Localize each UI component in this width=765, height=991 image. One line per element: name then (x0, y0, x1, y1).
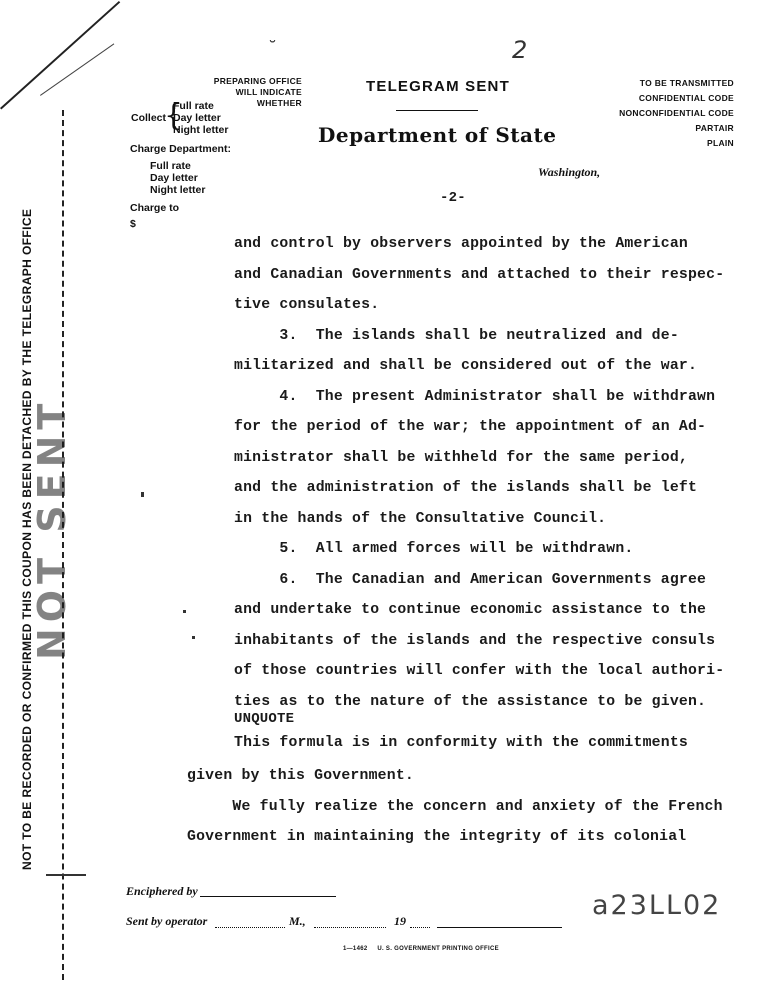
city-label: Washington, (538, 165, 601, 179)
year-line (410, 927, 430, 928)
transmit-option: NONCONFIDENTIAL CODE (619, 108, 734, 118)
telegram-body (234, 236, 744, 765)
charge-to-label: Charge to (130, 202, 180, 214)
stray-mark (183, 610, 186, 613)
handwritten-code: a23LL02 (592, 890, 722, 921)
body-line: tive consulates. (234, 297, 380, 313)
transmit-option: CONFIDENTIAL CODE (638, 93, 734, 103)
handwritten-mark: ˘ (268, 38, 277, 59)
body-line: militarized and shall be considered out of the war. (234, 358, 698, 374)
stray-mark (141, 492, 144, 497)
collect-option: Day letter (173, 112, 221, 124)
body-line: 3. The islands shall be neutralized and de- (234, 327, 679, 344)
transmit-block (602, 76, 734, 151)
stray-mark (192, 636, 195, 639)
collect-label: Collect (131, 112, 167, 124)
title-underline (396, 110, 478, 111)
preparing-office-line1: PREPARING OFFICE (213, 76, 302, 86)
date-line (314, 927, 386, 928)
charge-option: Day letter (150, 172, 198, 184)
body-line: and the administration of the islands shall be left (234, 480, 698, 496)
body-line: and undertake to continue economic assistance to the (234, 602, 707, 618)
charge-option: Full rate (150, 160, 191, 172)
footer-rule (437, 927, 562, 928)
unquote-line: UNQUOTE (234, 710, 295, 727)
handwritten-page-number: 2 (512, 36, 528, 64)
charge-department-label: Charge Department: (130, 143, 231, 155)
collect-option: Night letter (173, 124, 229, 136)
year-label: 19 (394, 914, 406, 928)
charge-option: Night letter (150, 184, 206, 196)
corner-diagonal-line-2 (40, 43, 114, 95)
body-line: ministrator shall be withheld for the same period, (234, 449, 688, 466)
enciphered-by-line (200, 896, 336, 897)
sent-by-operator-label: Sent by operator (126, 914, 208, 928)
department-name: Department of State (318, 123, 557, 147)
m-label: M., (289, 914, 306, 928)
transmit-option: PARTAIR (695, 123, 734, 133)
preparing-office-line2: WILL INDICATE WHETHER (235, 87, 302, 108)
collect-brace: { (164, 98, 184, 133)
transmit-label: TO BE TRANSMITTED (639, 78, 734, 88)
not-sent-stamp: NOT SENT (30, 397, 74, 660)
footer-tick (46, 874, 86, 876)
body-line: and control by observers appointed by the American (234, 236, 688, 252)
body-line: of those countries will confer with the local authori- (234, 663, 725, 679)
side-notice: NOT TO BE RECORDED OR CONFIRMED THIS COUPON HAS BEEN DETACHED BY THE TELEGRAPH OFFICE (20, 208, 34, 870)
page-label: -2- (440, 190, 466, 206)
body-line: for the period of the war; the appointment of an Ad- (234, 419, 707, 435)
telegram-body-wide (187, 768, 747, 860)
dollar-sign: $ (130, 218, 136, 230)
body-line: in the hands of the Consultative Council. (234, 510, 607, 527)
body-line: Government in maintaining the integrity of its colonial (187, 829, 687, 845)
collect-option: Full rate (173, 100, 214, 112)
body-line: This formula is in conformity with the commitments (234, 734, 688, 751)
body-line: 4. The present Administrator shall be withdrawn (234, 388, 716, 405)
enciphered-by-label: Enciphered by (126, 884, 198, 898)
body-line: given by this Government. (187, 768, 414, 784)
operator-line (215, 927, 285, 928)
body-line: 6. The Canadian and American Governments agree (234, 571, 707, 588)
body-line: We fully realize the concern and anxiety of the French (187, 798, 723, 815)
telegram-title: TELEGRAM SENT (366, 78, 510, 95)
collect-options (173, 100, 228, 136)
body-line: 5. All armed forces will be withdrawn. (234, 541, 634, 557)
charge-department-options (150, 160, 205, 196)
corner-diagonal-line (0, 1, 120, 110)
printing-office-note: 1—1462 U. S. GOVERNMENT PRINTING OFFICE (343, 946, 499, 952)
body-line: and Canadian Governments and attached to their respec- (234, 266, 725, 283)
body-line: inhabitants of the islands and the respective consuls (234, 632, 716, 649)
transmit-option: PLAIN (707, 138, 734, 148)
body-line: ties as to the nature of the assistance to be given. (234, 693, 707, 710)
